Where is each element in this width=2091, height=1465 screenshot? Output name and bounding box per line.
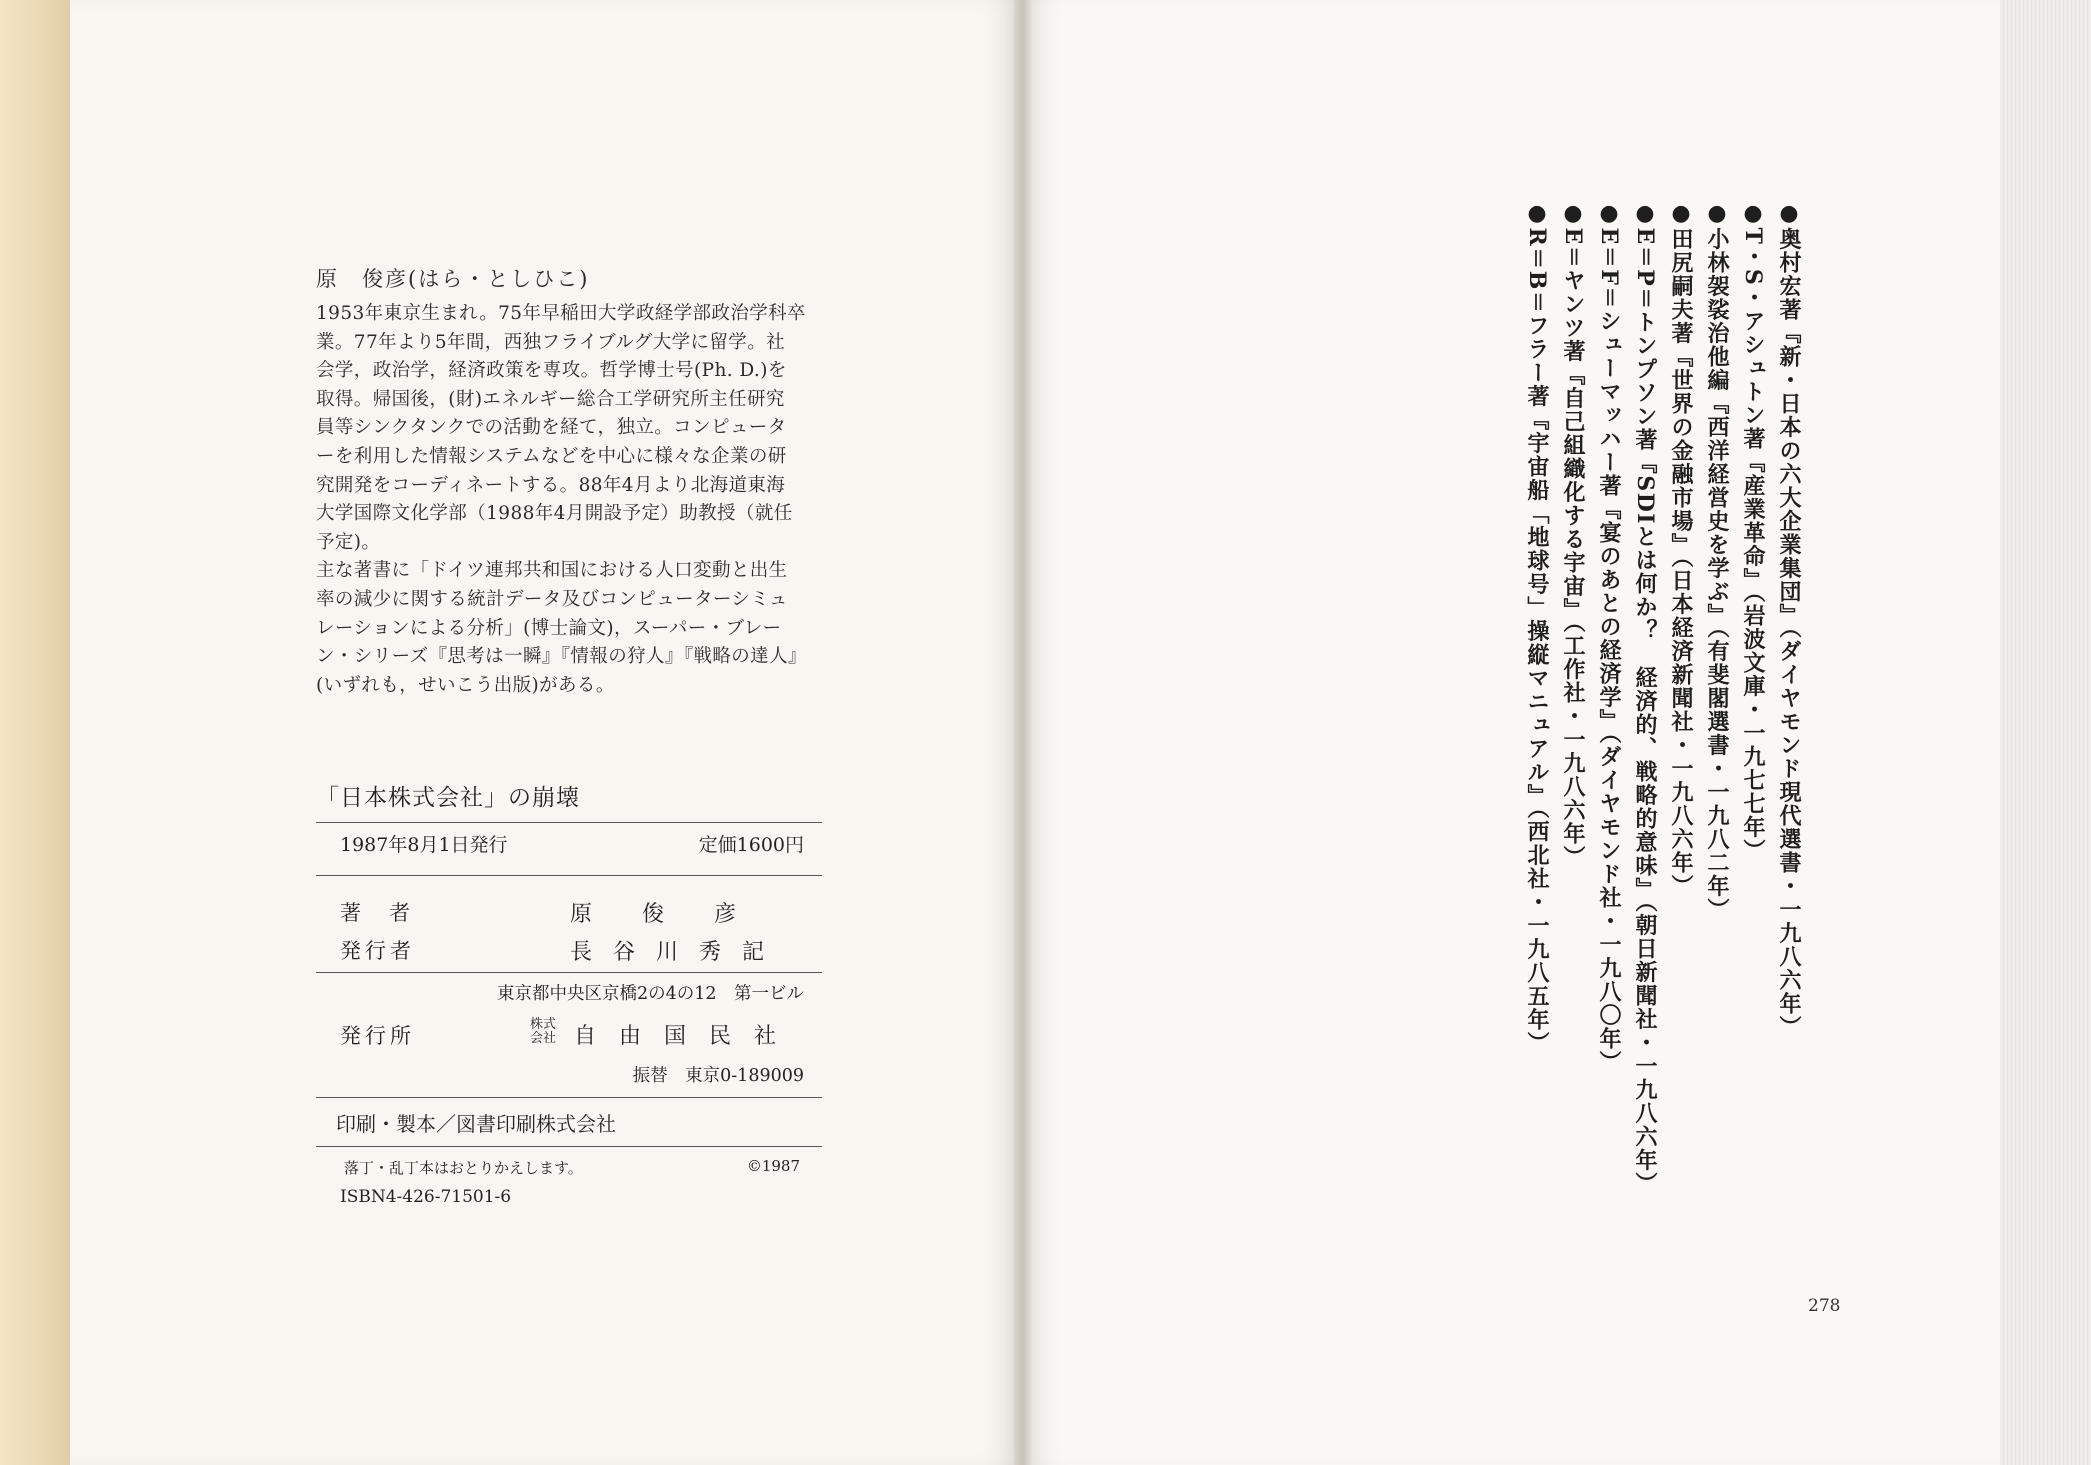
divider [316,1146,822,1147]
publisher-label: 発行所 [340,1024,415,1048]
gaisha-text: 会社 [529,1031,556,1046]
address-row [316,973,822,1013]
bio-line: 員等シンクタンクでの活動を経て，独立。コンピュータ [316,417,787,439]
reference-item: ●田尻嗣夫著『世界の金融市場』（日本経済新聞社・一九八六年） [1668,200,1694,898]
reference-item: ●奥村宏著『新・日本の六大企業集団』（ダイヤモンド現代選書・一九八六年） [1776,200,1802,1039]
notice-row [316,1153,822,1183]
page-number: 278 [1808,1296,1841,1316]
isbn-row [316,1183,822,1213]
furikae-row [316,1055,822,1097]
bio-line: 予定)。 [316,531,381,553]
bio-line: 1953年東京生まれ。75年早稲田大学政経学部政治学科卒 [316,303,806,324]
reference-item: ●E＝F＝シューマッハー著『宴のあとの経済学』（ダイヤモンド社・一九八〇年） [1596,200,1622,1075]
bio-line: 主な著書に「ドイツ連邦共和国における人口変動と出生 [316,560,788,582]
printer-binder: 印刷・製本／図書印刷株式会社 [336,1112,616,1136]
bio-line: (いずれも，せいこう出版)がある。 [316,674,615,696]
left-page-colophon [70,0,1014,1465]
book-gutter [1014,0,1032,1465]
bio-line: 会学，政治学，経済政策を専攻。哲学博士号(Ph. D.)を [316,360,787,382]
copyright: ©1987 [746,1157,800,1175]
kabushiki-gaisha-mark [528,1018,558,1046]
bio-line: 率の減少に関する統計データ及びコンピューターシミュ [316,588,788,610]
bio-line: ン・シリーズ『思考は一瞬』『情報の狩人』『戦略の達人』 [316,646,807,668]
author-row [316,890,822,928]
author-name-heading: 原 俊彦(はら・としひこ) [316,267,590,291]
reference-item: ●T・S・アシュトン著『産業革命』（岩波文庫・一九七七年） [1740,200,1766,863]
bio-line: 大学国際文化学部（1988年4月開設予定）助教授（就任 [316,503,793,525]
book-title: 「日本株式会社」の崩壊 [316,785,580,811]
postal-transfer-account: 振替 東京0-189009 [632,1066,804,1086]
bio-line: 業。77年より5年間，西独フライブルグ大学に留学。社 [316,331,785,353]
kabushiki-text: 株式 [529,1017,556,1032]
author-biography [316,300,836,700]
isbn: ISBN4-426-71501-6 [340,1187,512,1207]
publication-date: 1987年8月1日発行 [340,834,508,856]
bio-line: 取得。帰国後，(財)エネルギー総合工学研究所主任研究 [316,388,785,410]
reference-item: ●E＝P＝トンプソン著『SDIとは何か？ 経済的、戦略的意味』（朝日新聞社・一九八六年） [1632,200,1658,1196]
issuer-row [316,928,822,972]
reference-list [1521,200,1803,1196]
price: 定価1600円 [698,834,804,856]
colophon-block [316,778,822,1213]
publisher-address: 東京都中央区京橋2の4の12 第一ビル [496,984,804,1004]
publisher-row [316,1013,822,1055]
bio-line: 究開発をコーディネートする。88年4月より北海道東海 [316,474,786,496]
reference-item: ●小林袈裟治他編『西洋経営史を学ぶ』（有斐閣選書・一九八二年） [1704,200,1730,922]
bio-line: レーションによる分析」(博士論文)，スーパー・ブレー [316,617,782,639]
right-page-references [1032,0,2000,1465]
printer-row [316,1098,822,1146]
book-cover-edge-left [0,0,70,1465]
replacement-notice: 落丁・乱丁本はおとりかえします。 [344,1159,583,1177]
page-stack-edge-right [2000,0,2091,1465]
reference-item: ●E＝ヤンツ著『自己組織化する宇宙』（工作社・一九八六年） [1560,200,1586,870]
divider [316,875,822,876]
issuer-value: 長谷川秀記 [570,940,786,965]
date-price-row [316,823,822,875]
author-value: 原俊彦 [570,902,787,927]
reference-item: ●R＝B＝フラー著『宇宙船「地球号」操縦マニュアル』（西北社・一九八五年） [1524,200,1550,1056]
author-label: 著者 [340,901,438,925]
issuer-label: 発行者 [340,939,415,963]
bio-line: ーを利用した情報システムなどを中心に様々な企業の研 [316,445,787,467]
publisher-name: 自由国民社 [574,1024,800,1049]
